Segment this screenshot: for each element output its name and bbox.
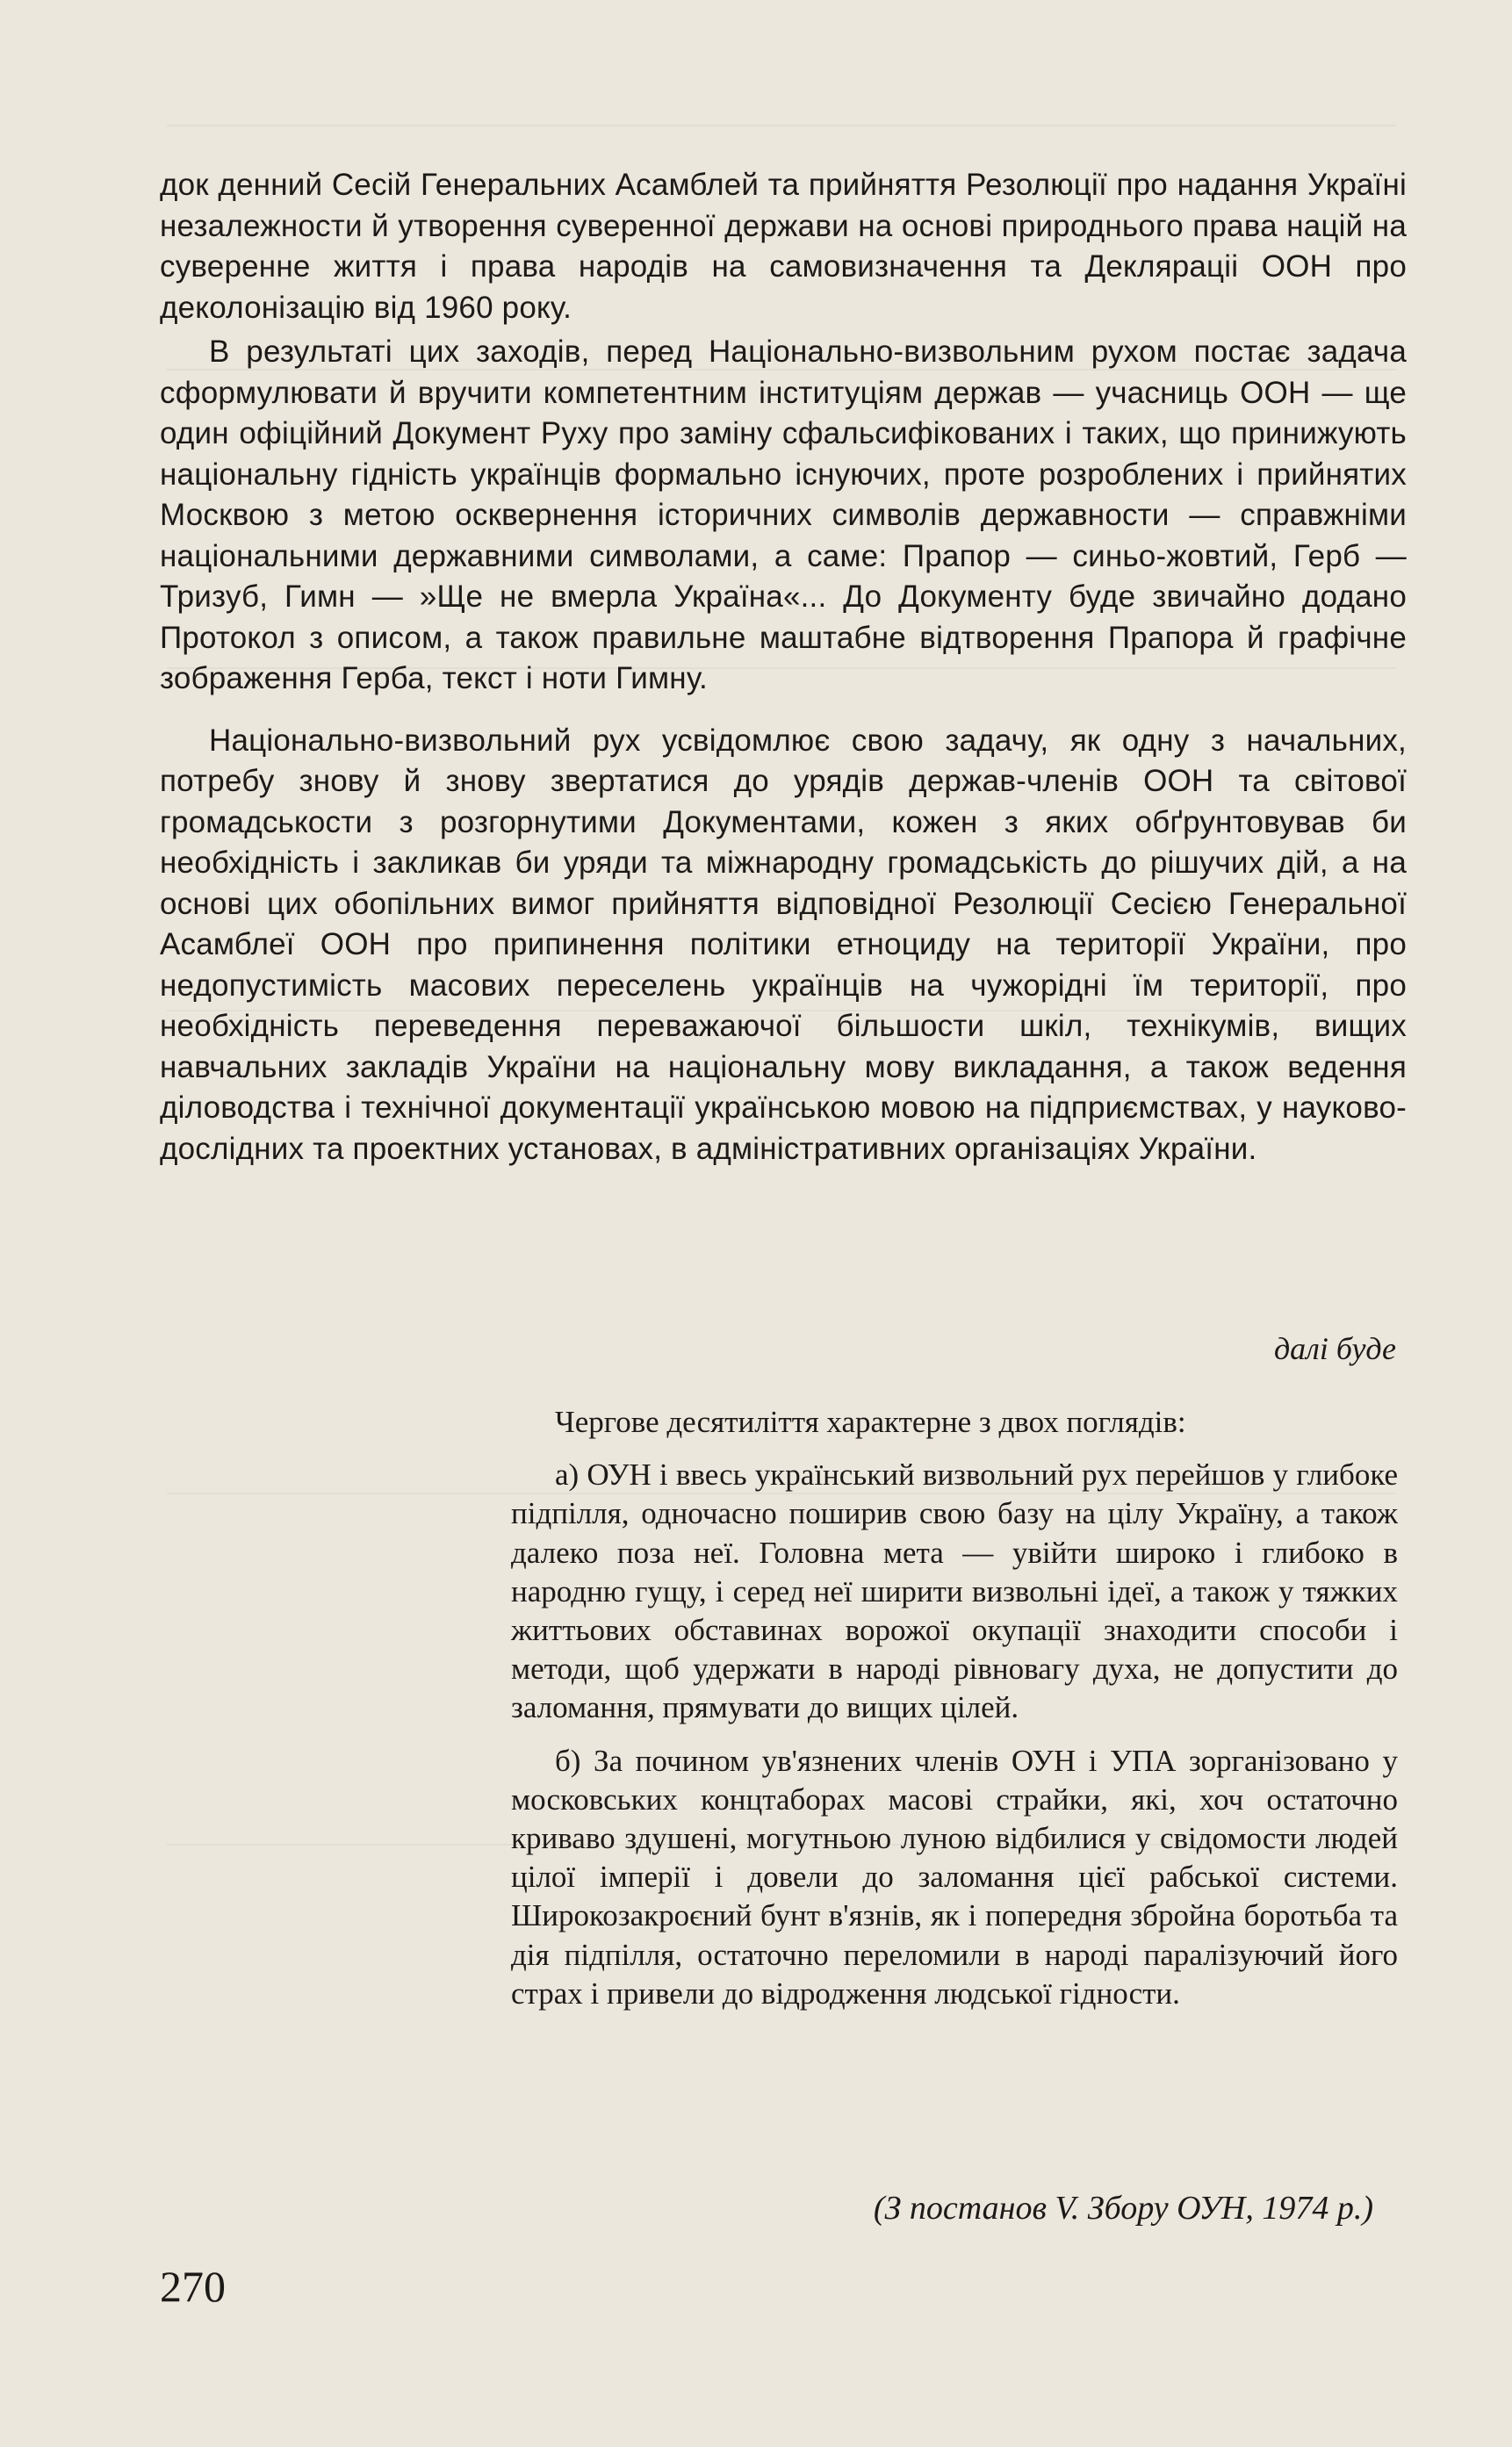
- quote-source: (З постанов V. Збору ОУН, 1974 р.): [873, 2190, 1373, 2227]
- to-be-continued-label: далі буде: [1273, 1331, 1396, 1366]
- quote-point-a: а) ОУН і ввесь український визвольний рух перейшов у глибоке підпілля, одночасно поширив свою базу на цілу Україну, а також далеко поза неї. Головна мета — увійти широко і глибоко в народню гущу, і серед неї ширити визвольні ідеї, а також у тяжких життьових обставинах ворожої окупації знаходити способи і методи, щоб удержати в народі рівновагу духа, не допустити до заломання, прямувати до вищих цілей.: [511, 1457, 1398, 1725]
- main-paragraph-1: док денний Сесій Генеральних Асамблей та прийняття Резолюції про надання Україні незалежности й утворення суверенної держави на основі природнього права націй на суверенне життя і права народів на самовизначення та Декляраціі ООН про деколонізацію від 1960 року.: [160, 168, 1407, 325]
- quote-block: [511, 1403, 1398, 2013]
- quote-point-b: б) За почином ув'язнених членів ОУН і УПА зорганізовано у московських концтаборах масові страйки, які, хоч остаточно криваво здушені, могутньою луною відбилися у свідомости людей цілої імперії і довели до заломання цієї рабської системи. Широкозакроєний бунт в'язнів, як і попередня збройна боротьба та дія підпілля, остаточно переломили в народі паралізуючий його страх і привели до відродження людської гідности.: [511, 1743, 1398, 2011]
- main-text: [160, 165, 1407, 1170]
- page-number: 270: [160, 2262, 226, 2311]
- main-paragraph-2: В результаті цих заходів, перед Національно-визвольним рухом постає задача сформулювати й вручити компетентним інституціям держав — учасниць ООН — ще один офіційний Документ Руху про заміну сфальсифікованих і таких, що принижують національну гідність українців формально існуючих, проте розроблених і прийнятих Москвою з метою осквернення історичних символів державности — справжніми національними державними символами, а саме: Прапор — синьо-жовтий, Герб — Тризуб, Гимн — »Ще не вмерла Україна«... До Документу буде звичайно додано Протокол з описом, а також правильне маштабне відтворення Прапора й графічне зображення Герба, текст і ноти Гимну.: [160, 335, 1407, 695]
- main-paragraph-3: Національно-визвольний рух усвідомлює свою задачу, як одну з начальних, потребу знову й знову звертатися до урядів держав-членів ООН та світової громадськости з розгорнутими Документами, кожен з яких обґрунтовував би необхідність і закликав би уряди та міжнародну громадськість до рішучих дій, а на основі цих обопільних вимог прийняття відповідної Резолюції Сесією Генеральної Асамблеї ООН про припинення політики етноциду на території України, про недопустимість масових переселень українців на чужорідні їм території, про необхідність переведення переважаючої більшости шкіл, технікумів, вищих навчальних закладів України на національну мову викладання, а також ведення діловодства і технічної документації українською мовою на підприємствах, у науково-дослідних та проектних установах, в адміністративних організаціях України.: [160, 723, 1407, 1166]
- quote-intro: Чергове десятиліття характерне з двох поглядів:: [555, 1405, 1186, 1439]
- bleed-through-line: [167, 125, 1396, 126]
